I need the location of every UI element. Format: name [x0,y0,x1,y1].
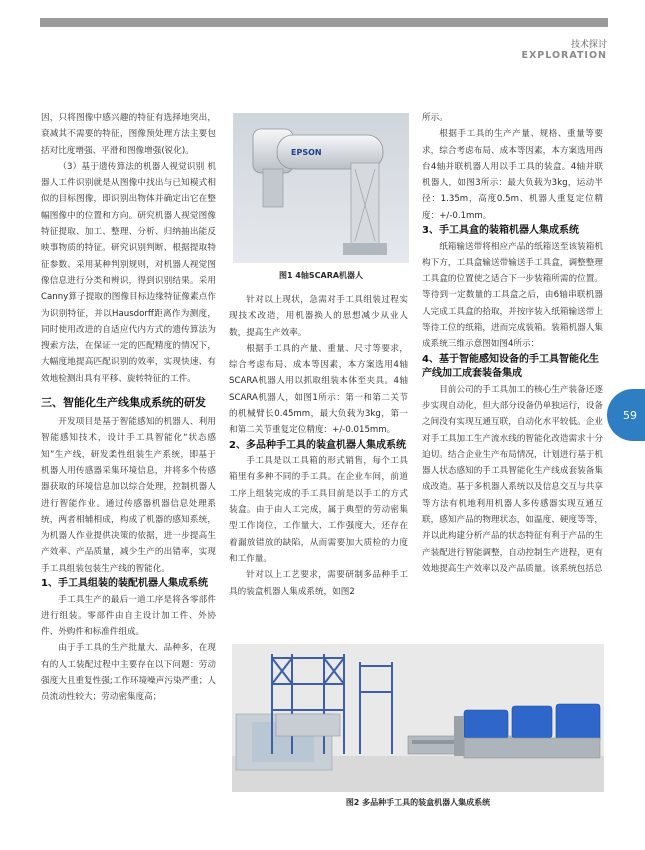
section-heading: 三、智能化生产线集成系统的研发 [41,396,206,410]
text-column-2 [229,292,408,600]
paragraph: 手工具生产的最后一道工序是将各零部件进行组装。零部件由自主设计加工件、外协件、外购件和标准件组成。 [41,594,216,638]
paragraph: 开发项目是基于智能感知的机器人、利用智能感知技术，设计手工具智能化“状态感知”生产线，研发柔性组装生产系统，即基于机器人用传感器采集环境信息，并将多个传感器获取的环境信息加以综合处理，控制机器人进行智能作业。通过传感器机器信息处理系统，两者相辅相成，构成了机器的感知系统，为机器人作业提供决策的依据，进一步提高生产效率、产品质量，减少生产的出错率，实现手工具组装包装生产线的智能化。 [41,417,216,574]
paragraph: （3）基于遗传算法的机器人视觉识别 机器人工件识别就是从图像中找出与已知模式相似的目标图像，即识别出物体并确定出它在整幅图像中的位置和方向。研究机器人视觉图像特征提取、加工、整理、分析、归纳抽出能反映事物质的特征。研究识别判断、根据提取特征参数、采用某种判别规则，对机器人视觉图像信息进行分类和辨识，得到识别结果。采用Canny算子提取的图像目标边缘特征像素点作为识别特征，并以Hausdorff距离作为测度，同时使用改进的自适应代内方式的遗传算法为搜索方法，在保证一定的匹配精度的情况下，大幅度地提高匹配识别的效率，实现快速、有效地检测出具有平移、旋转特征的工件。 [41,161,216,384]
paragraph: 针对以上现状，急需对手工具组装过程实现技术改造，用机器换人的思想减少从业人数，提高生产效率。 [229,295,408,338]
figure-2-packing-system [232,644,604,792]
figure-1-scara-robot [233,113,409,263]
subsection-heading: 2、多品种手工具的装盒机器人集成系统 [229,439,406,451]
paragraph: 因，只将图像中感兴趣的特征有选择地突出，衰减其不需要的特征，图像预处理方法主要包括对比度增强、平滑和图像增强(锐化)。 [41,113,216,156]
header-bar [40,18,608,27]
paragraph: 根据手工具的生产产量、规格、重量等要求，综合考虑布局、成本等因素，本方案选用西台4轴并联机器人用以手工具的装盒。4轴并联机器人，如图3所示：最大负载为3kg，运动半径：1.35m，高度0.5m、机器人重复定位精度：+/-0.1mm。 [422,129,603,221]
page-number-tab [607,389,645,441]
subsection-heading: 3、手工具盒的装箱机器人集成系统 [422,225,579,237]
paragraph: 纸箱输送带将相应产品的纸箱送至该装箱机构下方，工具盒输送带输送手工具盒，调整整理工具盒的位置使之适合下一步装箱所需的位置。等待到一定数量的工具盒之后，由6轴串联机器人完成工具盒的拾取，并按序装入纸箱输送带上等待工位的纸箱，进而完成装箱。装箱机器人集成系统三维示意图如图4所示： [422,241,603,350]
text-column-3 [422,110,603,577]
paragraph: 手工具是以工具箱的形式销售，每个工具箱里有多种不同的手工具。在企业车间，前道工序上组装完成的手工具目前是以手工的方式装盒。由于由人工完成，属于典型的劳动密集型工作岗位，工作量大、工作强度大，还存在着漏放错放的缺陷，从而需要加大质检的力度和工作量。 [229,456,408,564]
figure-2-caption: 图2 多品种手工具的装盒机器人集成系统 [345,798,491,807]
brand-logo: EPSON [291,148,322,157]
figure-1-caption: 图1 4轴SCARA机器人 [278,271,364,280]
text-column-1 [41,110,216,706]
paragraph: 根据手工具的产量、重量、尺寸等要求，综合考虑布局、成本等因素，本方案选用4轴SCARA机器人用以抓取组装本体至夹具。4轴SCARA机器人，如图1所示：第一和第二关节的机械臂长0.45mm，最大负载为3kg，第一和第二关节重复定位精度：+/-0.015mm。 [229,343,408,436]
section-label: 技术探讨 [570,40,607,50]
paragraph: 所示。 [422,113,448,123]
page-number: 59 [623,408,637,422]
subsection-heading: 1、手工具组装的装配机器人集成系统 [41,578,208,590]
section-label-en: EXPLORATION [521,50,607,61]
paragraph: 由于手工具的生产批量大、品种多，在现有的人工装配过程中主要存在以下问题：劳动强度大且重复性强;工作环境噪声污染严重；人员流动性较大；劳动密集度高； [41,643,216,703]
packing-system-illustration [232,644,604,792]
paragraph: 目前公司的手工具加工的核心生产装备还逐步实现自动化，但大部分设备仍单独运行，设备之间没有实现互通互联，自动化水平较低。企业对手工具加工生产流水线的智能化改造需求十分迫切。结合企业生产布局情况，计划进行基于机器人状态感知的手工具智能化生产线成套装备集成改造。基于多机器人系统以及信息交互与共享等方法有机地利用机器人多传感器实现互通互联，感知产品的物理状态，如温度、硬度等等，并以此构建分析产品的状态特征有利于产品的生产装配进行智能调整，自动控制生产进程，更有效地提高生产效率以及产品质量。该系统包括总 [422,384,603,574]
subsection-heading: 4、基于智能感知设备的手工具智能化生产线加工成套装备集成 [422,353,599,380]
paragraph: 针对以上工艺要求，需要研制多品种手工具的装盒机器人集成系统，如图2 [229,570,408,597]
scara-robot-illustration [233,113,409,263]
